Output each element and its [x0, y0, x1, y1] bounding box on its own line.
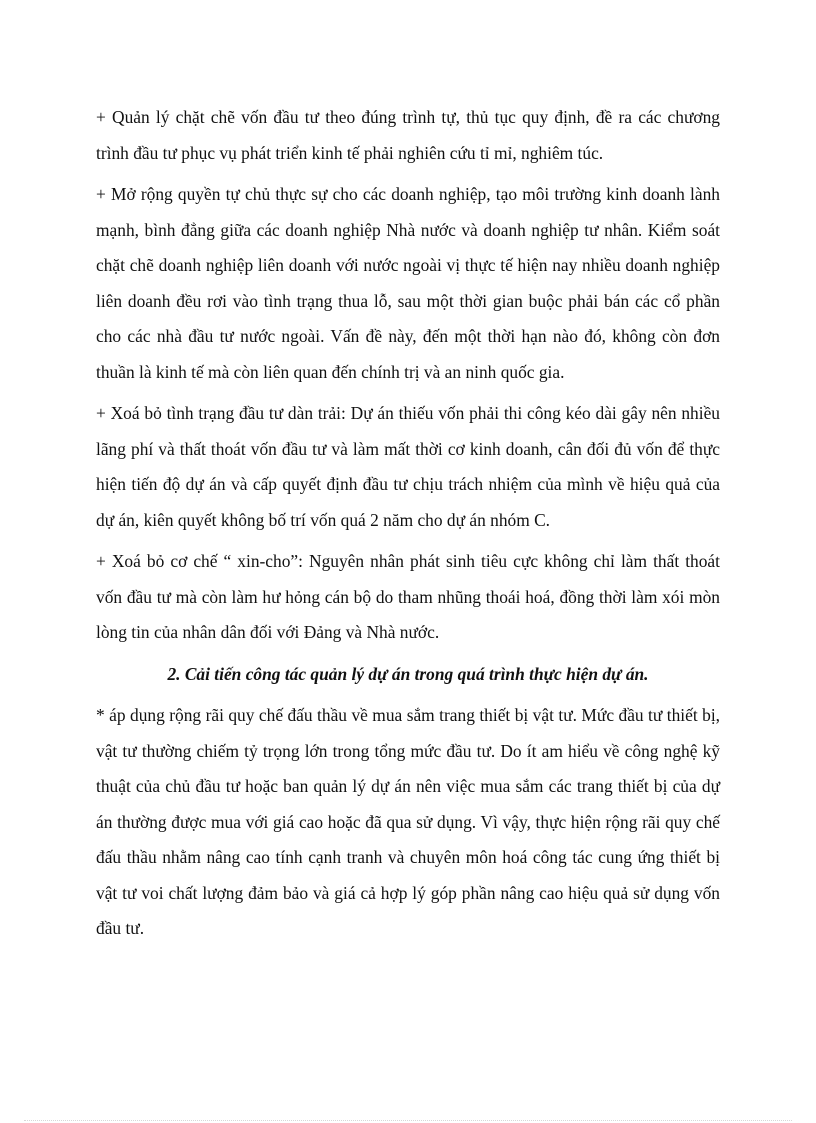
- paragraph-bidding-regulation: * áp dụng rộng rãi quy chế đấu thầu về mua sắm trang thiết bị vật tư. Mức đầu tư thiết bị, vật tư thường chiếm tỷ trọng lớn trong tổng mức đầu tư. Do ít am hiểu về công nghệ kỹ thuật của chủ đầu tư hoặc ban quản lý dự án nên việc mua sắm các trang thiết bị của dự án thường được mua với giá cao hoặc đã qua sử dụng. Vì vậy, thực hiện rộng rãi quy chế đấu thầu nhằm nâng cao tính cạnh tranh và chuyên môn hoá công tác cung ứng thiết bị vật tư voi chất lượng đảm bảo và giá cả hợp lý góp phần nâng cao hiệu quả sử dụng vốn đầu tư.: [96, 705, 720, 938]
- paragraph-dispersed-investment: + Xoá bỏ tình trạng đầu tư dàn trải: Dự án thiếu vốn phải thi công kéo dài gây nên nhiều lãng phí và thất thoát vốn đầu tư và làm mất thời cơ kinh doanh, cân đối đủ vốn để thực hiện tiến độ dự án và cấp quyết định đầu tư chịu trách nhiệm của mình về hiệu quả của dự án, kiên quyết không bố trí vốn quá 2 năm cho dự án nhóm C.: [96, 403, 720, 530]
- paragraph-ask-give-mechanism: + Xoá bỏ cơ chế “ xin-cho”: Nguyên nhân phát sinh tiêu cực không chỉ làm thất thoát vốn đầu tư mà còn làm hư hỏng cán bộ do tham nhũng thoái hoá, đồng thời làm xói mòn lòng tin của nhân dân đối với Đảng và Nhà nước.: [96, 551, 720, 642]
- paragraph-capital-management: + Quản lý chặt chẽ vốn đầu tư theo đúng trình tự, thủ tục quy định, đề ra các chương trình đầu tư phục vụ phát triển kinh tế phải nghiên cứu tỉ mỉ, nghiêm túc.: [96, 107, 720, 163]
- section-heading: 2. Cải tiến công tác quản lý dự án trong quá trình thực hiện dự án.: [167, 663, 649, 684]
- document-body: [96, 100, 720, 953]
- paragraph-enterprise-autonomy: + Mở rộng quyền tự chủ thực sự cho các doanh nghiệp, tạo môi trường kinh doanh lành mạnh, bình đẳng giữa các doanh nghiệp Nhà nước và doanh nghiệp tư nhân. Kiểm soát chặt chẽ doanh nghiệp liên doanh với nước ngoài vị thực tế hiện nay nhiều doanh nghiệp liên doanh đều rơi vào tình trạng thua lỗ, sau một thời gian buộc phải bán các cổ phần cho các nhà đầu tư nước ngoài. Vấn đề này, đến một thời hạn nào đó, không còn đơn thuần là kinh tế mà còn liên quan đến chính trị và an ninh quốc gia.: [96, 184, 720, 382]
- page-bottom-divider: [24, 1120, 792, 1121]
